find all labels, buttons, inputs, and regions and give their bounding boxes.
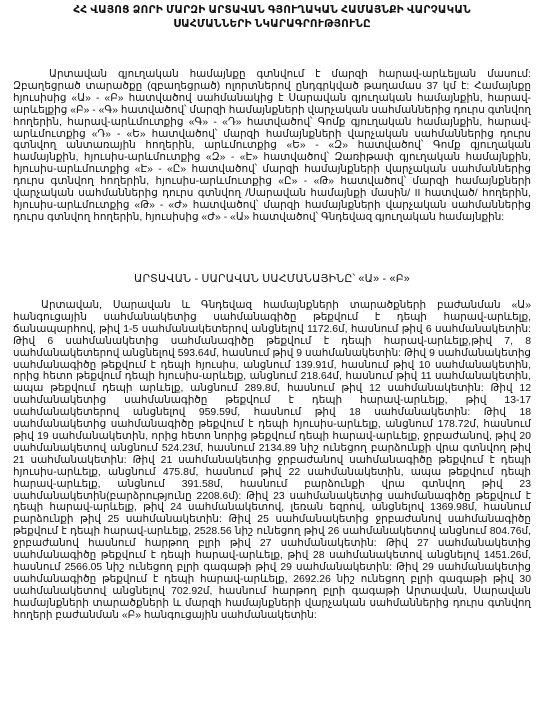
document-title-line-2: ՍԱՀՄԱՆՆԵՐԻ ՆԿԱՐԱԳՐՈՒԹՅՈՒՆԸ (173, 18, 371, 30)
section-heading: ԱՐՏԱՎԱՆ - ՍԱՐԱՎԱՆ ՍԱՀՄԱՆԱՅԻՆԸ՝ «Ա» - «Բ» (133, 273, 411, 285)
intro-paragraph: Արտավան գյուղական համայնքը գտնվում է մարզի հարավ-արևելյան մասում: Զբաղեցրած տարածքը (զբաղեցրած) ոլորտներով ընդգրկված թաղամաս 37 կմ է: Համայնքը հյուսիսից «Ա» - «Բ» հատվածով սահմանակից է Սարավան գյուղական համայնքին, հարավ-արևելքից «Բ» - «Գ» հատվածով՝ մարզի համայնքների վարչական սահմաններից դուրս գտնվող հողերին, հարավ-արևմուտքից «Գ» - «Դ» հատվածով՝ Գոմք գյուղական համայնքին, հարավ-արևմուտքից «Դ» - «Ե» հատվածով՝ մարզի համայնքների վարչական սահմաններից դուրս գտնվող անտառային հողերին, արևմուտքից «Ե» - «Զ» հատվածով՝ Գոմք գյուղական համայնքին, հյուսիս-արևմուտքից «Զ» - «Է» հատվածով՝ Զառիթափ գյուղական համայնքին, հյուսիս-արևմուտքից «Է» - «Ը» հատվածով՝ մարզի համայնքների վարչական սահմաններից դուրս գտնվող հողերին, հյուսիս-արևմուտքից «Ը» - «Թ» հատվածով՝ մարզի համայնքների վարչական սահմաններից դուրս գտնվող /Սարավան համայնքի մասին/ II հատված/ հողերին, հյուսիս-արևմուտքից «Թ» - «Ժ» հատվածով՝ մարզի համայնքների վարչական սահմաններից դուրս գտնվող հողերին, հյուսիսից «Ժ» - «Ա» հատվածով՝ Գնդեվազ գյուղական համայնքին: (13, 69, 531, 223)
document-title-line-1: ՀՀ ՎԱՅՈՑ ՁՈՐԻ ՄԱՐԶԻ ԱՐՏԱՎԱՆ ԳՅՈՒՂԱԿԱՆ ՀԱՄԱՅՆՔԻ ՎԱՐՉԱԿԱՆ (73, 4, 471, 16)
body-paragraph: Արտավան, Սարավան և Գնդեվազ համայնքների տարածքների բաժանման «Ա» հանգուցային սահմանակետից սահմանագիծը թեքվում է դեպի հարավ-արևելք, ճանապարհով, թիվ 1-5 սահմանակետերով անցնելով 1172.6մ, հասնում թիվ 6 սահմանակետին: Թիվ 6 սահմանակետից սահմանագիծը թեքվում է դեպի հարավ-արևելք,թիվ 7, 8 սահմանակետերով անցնելով 593.64մ, հասնում թիվ 9 սահմանակետին: Թիվ 9 սահմանակետից սահմանագիծը թեքվում է դեպի հյուսիս, անցնում 139.91մ, հասնում թիվ 10 սահմանակետին, որից հետո թեքվում դեպի հյուսիս-արևելք, անցնում 218.64մ, հասնում թիվ 11 սահմանակետին, ապա թեքվում դեպի արևելք, անցնում 289.8մ, հասնում թիվ 12 սահմանակետին: Թիվ 12 սահմանակետից սահմանագիծը թեքվում է դեպի հարավ-արևելք, թիվ 13-17 սահմանակետերով անցնելով 959.59մ, հասնում թիվ 18 սահմանակետին: Թիվ 18 սահմանակետից սահմանագիծը թեքվում է դեպի հյուսիս-արևելք, անցնում 178.72մ, հասնում թիվ 19 սահմանակետին, որից հետո նորից թեքվում դեպի հարավ-արևելք, ջրբաժանով, թիվ 20 սահմանակետով անցնում 524.23մ, հասնում 2134.89 նիշ ունեցող բարձունքի վրա գտնվող թիվ 21 սահմանակետին: Թիվ 21 սահմանակետից ջրբաժանով սահմանագիծը թեքվում է դեպի հյուսիս-արևելք, անցնում 475.8մ, հասնում թիվ 22 սահմանակետին, ապա թեքվում դեպի հարավ-արևելք, անցնում 391.58մ, հասնում բարձունքի վրա գտնվող թիվ 23 սահմանակետին(բարձրությունը 2208.6մ): Թիվ 23 սահմանակետից սահմանագիծը թեքվում է դեպի հարավ-արևելք, թիվ 24 սահմանակետով, լեռան եզրով, անցնելով 1369.98մ, հասնում բարձունքի թիվ 25 սահմանակետին: Թիվ 25 սահմանակետից ջրբաժանով սահմանագիծը թեքվում է դեպի հարավ-արևելք, 2528.56 նիշ ունեցող թիվ 26 սահմանակետով անցնում 804.76մ, ջրբաժանով հասնում հարթող բլրի թիվ 27 սահմանակետին: Թիվ 27 սահմանակետից սահմանագիծը թեքվում է դեպի հարավ-արևելք, թիվ 28 սահմանակետով անցնելով 1451.26մ, հասնում 2566.05 նիշ ունեցող բլրի գագաթի թիվ 29 սահմանակետին: Թիվ 29 սահմանակետից սահմանագիծը թեքվում է դեպի հարավ-արևելք, 2692.26 նիշ ունեցող բլրի գագաթի թիվ 30 սահմանակետով անցնելով 702.92մ, հասնում հարթող բլրի գագաթի Արտավան, Սարավան համայնքների տարածքների և մարզի համայնքների վարչական սահմաններից դուրս գտնվող հողերի բաժանման «Բ» հանգուցային սահմանակետին: (13, 300, 531, 621)
